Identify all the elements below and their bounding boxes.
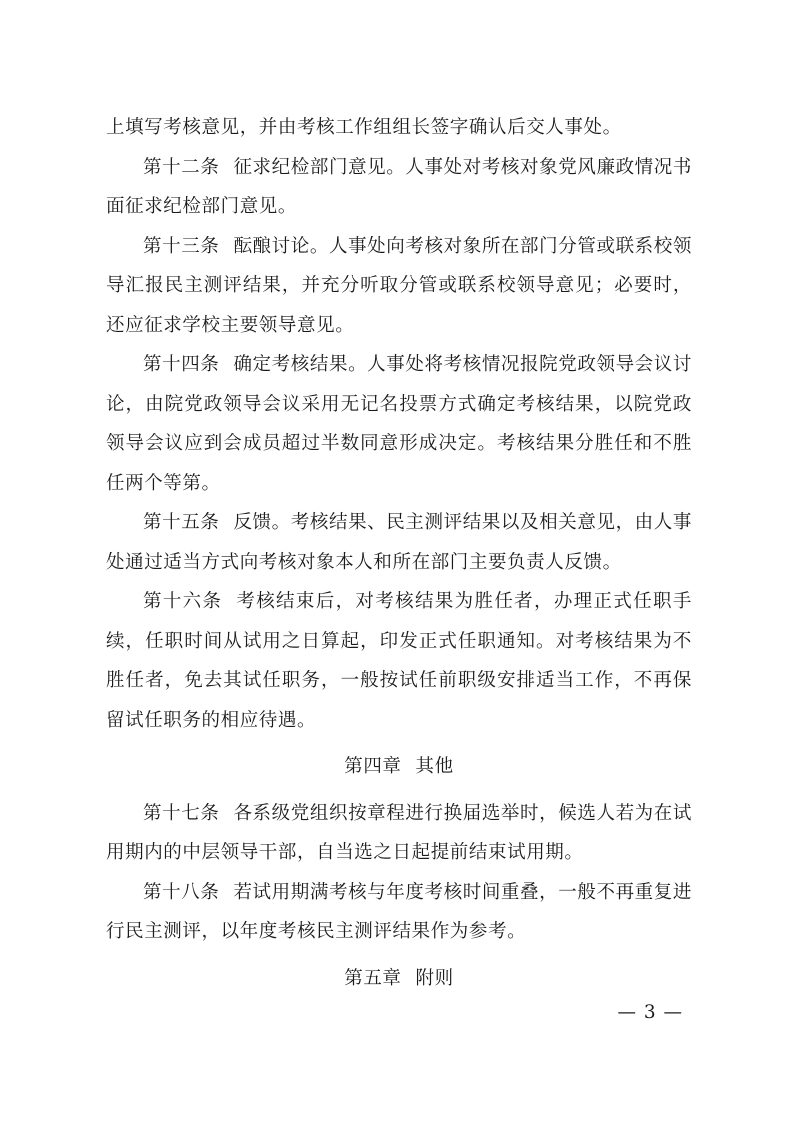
article-text: 各系级党组织按章程进行换届选举时，候选人若为在试用期内的中层领导干部，自当选之日起提前结束试用期。	[106, 802, 692, 863]
article-14	[106, 345, 692, 503]
document-body	[106, 108, 692, 1005]
article-number: 第十六条	[143, 591, 223, 612]
chapter-number: 第五章	[344, 967, 402, 989]
article-18	[106, 873, 692, 952]
article-number: 第十二条	[143, 156, 220, 178]
article-text: 酝酿讨论。人事处向考核对象所在部门分管或联系校领导汇报民主测评结果，并充分听取分管或联系校领导意见；必要时，还应征求学校主要领导意见。	[106, 235, 692, 336]
article-text: 征求纪检部门意见。人事处对考核对象党风廉政情况书面征求纪检部门意见。	[106, 156, 692, 217]
chapter-4-heading	[106, 740, 692, 794]
article-text: 考核结束后，对考核结果为胜任者，办理正式任职手续，任职时间从试用之日算起，印发正式任职通知。对考核结果为不胜任者，免去其试任职务，一般按试任前职级安排适当工作，不再保留试任职务的相应待遇。	[106, 591, 692, 731]
chapter-title: 其他	[415, 756, 454, 777]
article-number: 第十七条	[143, 802, 220, 824]
chapter-5-heading	[106, 952, 692, 1006]
article-12	[106, 148, 692, 227]
article-text: 若试用期满考核与年度考核时间重叠，一般不再重复进行民主测评，以年度考核民主测评结果作为参考。	[106, 881, 692, 942]
chapter-title: 附则	[415, 967, 454, 989]
article-number: 第十八条	[143, 881, 220, 903]
chapter-number: 第四章	[344, 756, 402, 777]
article-text: 反馈。考核结果、民主测评结果以及相关意见，由人事处通过适当方式向考核对象本人和所在部门主要负责人反馈。	[106, 512, 692, 573]
article-17	[106, 794, 692, 873]
article-text: 确定考核结果。人事处将考核情况报院党政领导会议讨论，由院党政领导会议采用无记名投票方式确定考核结果，以院党政领导会议应到会成员超过半数同意形成决定。考核结果分胜任和不胜任两个等第。	[106, 354, 692, 494]
article-15	[106, 503, 692, 582]
page-number: — 3 —	[617, 1002, 683, 1023]
continuation-paragraph: 上填写考核意见，并由考核工作组组长签字确认后交人事处。	[106, 117, 622, 138]
article-number: 第十四条	[143, 354, 220, 375]
article-13	[106, 227, 692, 346]
article-number: 第十三条	[143, 235, 220, 257]
article-number: 第十五条	[143, 512, 220, 533]
article-16	[106, 582, 692, 740]
